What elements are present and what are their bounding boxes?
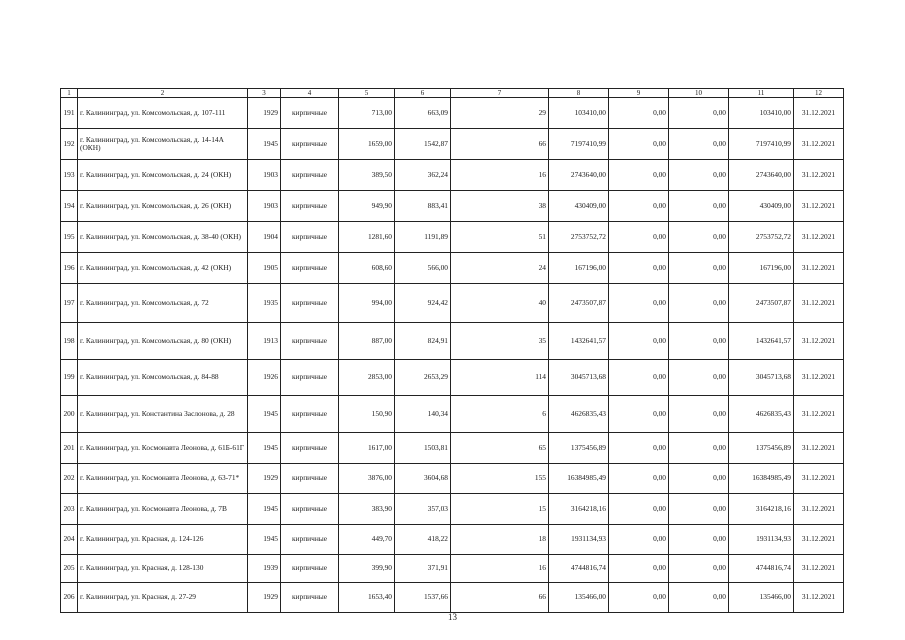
planned-cost-cell: 2743640,00 bbox=[549, 160, 609, 191]
row-number-cell: 197 bbox=[61, 284, 78, 323]
living-area-cell: 1537,66 bbox=[395, 583, 451, 613]
residents-count-cell: 66 bbox=[451, 129, 549, 160]
wall-material-cell: кирпичные bbox=[281, 323, 339, 360]
living-area-cell: 357,03 bbox=[395, 494, 451, 525]
col-11-value-cell: 167196,00 bbox=[729, 253, 794, 284]
row-number-cell: 206 bbox=[61, 583, 78, 613]
table-row bbox=[61, 555, 844, 583]
column-header-3: 3 bbox=[248, 89, 281, 98]
address-cell: г. Калининград, ул. Красная, д. 128-130 bbox=[78, 555, 248, 583]
total-area-cell: 3876,00 bbox=[339, 464, 395, 494]
residents-count-cell: 6 bbox=[451, 396, 549, 433]
col-9-value-cell: 0,00 bbox=[609, 555, 669, 583]
year-built-cell: 1945 bbox=[248, 396, 281, 433]
col-11-value-cell: 1432641,57 bbox=[729, 323, 794, 360]
address-cell: г. Калининград, ул. Комсомольская, д. 72 bbox=[78, 284, 248, 323]
address-cell: г. Калининград, ул. Комсомольская, д. 24 (ОКН) bbox=[78, 160, 248, 191]
wall-material-cell: кирпичные bbox=[281, 222, 339, 253]
col-9-value-cell: 0,00 bbox=[609, 160, 669, 191]
address-cell: г. Калининград, ул. Комсомольская, д. 38-40 (ОКН) bbox=[78, 222, 248, 253]
wall-material-cell: кирпичные bbox=[281, 284, 339, 323]
col-9-value-cell: 0,00 bbox=[609, 323, 669, 360]
col-11-value-cell: 7197410,99 bbox=[729, 129, 794, 160]
table-row bbox=[61, 494, 844, 525]
col-10-value-cell: 0,00 bbox=[669, 360, 729, 396]
planned-cost-cell: 4744816,74 bbox=[549, 555, 609, 583]
col-10-value-cell: 0,00 bbox=[669, 323, 729, 360]
total-area-cell: 713,00 bbox=[339, 98, 395, 129]
total-area-cell: 1281,60 bbox=[339, 222, 395, 253]
table-row bbox=[61, 253, 844, 284]
year-built-cell: 1945 bbox=[248, 129, 281, 160]
table-row bbox=[61, 160, 844, 191]
row-number-cell: 191 bbox=[61, 98, 78, 129]
deadline-date-cell: 31.12.2021 bbox=[794, 284, 844, 323]
col-11-value-cell: 135466,00 bbox=[729, 583, 794, 613]
residents-count-cell: 51 bbox=[451, 222, 549, 253]
planned-cost-cell: 430409,00 bbox=[549, 191, 609, 222]
row-number-cell: 195 bbox=[61, 222, 78, 253]
col-9-value-cell: 0,00 bbox=[609, 98, 669, 129]
deadline-date-cell: 31.12.2021 bbox=[794, 253, 844, 284]
column-header-2: 2 bbox=[78, 89, 248, 98]
wall-material-cell: кирпичные bbox=[281, 191, 339, 222]
year-built-cell: 1929 bbox=[248, 464, 281, 494]
planned-cost-cell: 2753752,72 bbox=[549, 222, 609, 253]
row-number-cell: 204 bbox=[61, 525, 78, 555]
row-number-cell: 199 bbox=[61, 360, 78, 396]
table-row bbox=[61, 433, 844, 464]
col-9-value-cell: 0,00 bbox=[609, 433, 669, 464]
residents-count-cell: 35 bbox=[451, 323, 549, 360]
residents-count-cell: 24 bbox=[451, 253, 549, 284]
column-header-10: 10 bbox=[669, 89, 729, 98]
wall-material-cell: кирпичные bbox=[281, 494, 339, 525]
table-row bbox=[61, 396, 844, 433]
col-10-value-cell: 0,00 bbox=[669, 464, 729, 494]
address-cell: г. Калининград, ул. Комсомольская, д. 84-88 bbox=[78, 360, 248, 396]
total-area-cell: 994,00 bbox=[339, 284, 395, 323]
col-9-value-cell: 0,00 bbox=[609, 360, 669, 396]
col-10-value-cell: 0,00 bbox=[669, 253, 729, 284]
wall-material-cell: кирпичные bbox=[281, 396, 339, 433]
living-area-cell: 3604,68 bbox=[395, 464, 451, 494]
col-10-value-cell: 0,00 bbox=[669, 191, 729, 222]
column-header-11: 11 bbox=[729, 89, 794, 98]
table-row bbox=[61, 360, 844, 396]
col-10-value-cell: 0,00 bbox=[669, 396, 729, 433]
col-9-value-cell: 0,00 bbox=[609, 253, 669, 284]
residents-count-cell: 16 bbox=[451, 160, 549, 191]
address-cell: г. Калининград, ул. Красная, д. 124-126 bbox=[78, 525, 248, 555]
deadline-date-cell: 31.12.2021 bbox=[794, 494, 844, 525]
wall-material-cell: кирпичные bbox=[281, 525, 339, 555]
year-built-cell: 1903 bbox=[248, 191, 281, 222]
wall-material-cell: кирпичные bbox=[281, 433, 339, 464]
row-number-cell: 194 bbox=[61, 191, 78, 222]
living-area-cell: 663,09 bbox=[395, 98, 451, 129]
page-number: 13 bbox=[448, 612, 457, 622]
total-area-cell: 608,60 bbox=[339, 253, 395, 284]
deadline-date-cell: 31.12.2021 bbox=[794, 464, 844, 494]
living-area-cell: 362,24 bbox=[395, 160, 451, 191]
living-area-cell: 1503,81 bbox=[395, 433, 451, 464]
planned-cost-cell: 1432641,57 bbox=[549, 323, 609, 360]
planned-cost-cell: 103410,00 bbox=[549, 98, 609, 129]
wall-material-cell: кирпичные bbox=[281, 129, 339, 160]
col-10-value-cell: 0,00 bbox=[669, 160, 729, 191]
col-9-value-cell: 0,00 bbox=[609, 494, 669, 525]
table-row bbox=[61, 464, 844, 494]
wall-material-cell: кирпичные bbox=[281, 464, 339, 494]
total-area-cell: 887,00 bbox=[339, 323, 395, 360]
deadline-date-cell: 31.12.2021 bbox=[794, 583, 844, 613]
col-11-value-cell: 430409,00 bbox=[729, 191, 794, 222]
wall-material-cell: кирпичные bbox=[281, 583, 339, 613]
col-10-value-cell: 0,00 bbox=[669, 555, 729, 583]
table-row bbox=[61, 222, 844, 253]
wall-material-cell: кирпичные bbox=[281, 555, 339, 583]
column-header-12: 12 bbox=[794, 89, 844, 98]
year-built-cell: 1903 bbox=[248, 160, 281, 191]
total-area-cell: 399,90 bbox=[339, 555, 395, 583]
column-header-1: 1 bbox=[61, 89, 78, 98]
deadline-date-cell: 31.12.2021 bbox=[794, 433, 844, 464]
table-body bbox=[61, 89, 844, 613]
deadline-date-cell: 31.12.2021 bbox=[794, 555, 844, 583]
deadline-date-cell: 31.12.2021 bbox=[794, 191, 844, 222]
year-built-cell: 1926 bbox=[248, 360, 281, 396]
year-built-cell: 1929 bbox=[248, 98, 281, 129]
residents-count-cell: 66 bbox=[451, 583, 549, 613]
row-number-cell: 203 bbox=[61, 494, 78, 525]
col-9-value-cell: 0,00 bbox=[609, 525, 669, 555]
deadline-date-cell: 31.12.2021 bbox=[794, 323, 844, 360]
planned-cost-cell: 167196,00 bbox=[549, 253, 609, 284]
planned-cost-cell: 135466,00 bbox=[549, 583, 609, 613]
wall-material-cell: кирпичные bbox=[281, 98, 339, 129]
planned-cost-cell: 4626835,43 bbox=[549, 396, 609, 433]
wall-material-cell: кирпичные bbox=[281, 253, 339, 284]
planned-cost-cell: 2473507,87 bbox=[549, 284, 609, 323]
residents-count-cell: 40 bbox=[451, 284, 549, 323]
table-row bbox=[61, 284, 844, 323]
total-area-cell: 1653,40 bbox=[339, 583, 395, 613]
row-number-cell: 193 bbox=[61, 160, 78, 191]
year-built-cell: 1904 bbox=[248, 222, 281, 253]
deadline-date-cell: 31.12.2021 bbox=[794, 525, 844, 555]
residents-count-cell: 114 bbox=[451, 360, 549, 396]
col-9-value-cell: 0,00 bbox=[609, 191, 669, 222]
col-11-value-cell: 1375456,89 bbox=[729, 433, 794, 464]
deadline-date-cell: 31.12.2021 bbox=[794, 98, 844, 129]
col-9-value-cell: 0,00 bbox=[609, 284, 669, 323]
deadline-date-cell: 31.12.2021 bbox=[794, 160, 844, 191]
residents-count-cell: 155 bbox=[451, 464, 549, 494]
col-11-value-cell: 103410,00 bbox=[729, 98, 794, 129]
total-area-cell: 383,90 bbox=[339, 494, 395, 525]
table-row bbox=[61, 129, 844, 160]
total-area-cell: 150,90 bbox=[339, 396, 395, 433]
total-area-cell: 1617,00 bbox=[339, 433, 395, 464]
column-header-9: 9 bbox=[609, 89, 669, 98]
col-11-value-cell: 2473507,87 bbox=[729, 284, 794, 323]
col-11-value-cell: 3164218,16 bbox=[729, 494, 794, 525]
total-area-cell: 2853,00 bbox=[339, 360, 395, 396]
col-10-value-cell: 0,00 bbox=[669, 494, 729, 525]
deadline-date-cell: 31.12.2021 bbox=[794, 129, 844, 160]
total-area-cell: 389,50 bbox=[339, 160, 395, 191]
table-row bbox=[61, 191, 844, 222]
col-9-value-cell: 0,00 bbox=[609, 129, 669, 160]
living-area-cell: 140,34 bbox=[395, 396, 451, 433]
col-10-value-cell: 0,00 bbox=[669, 98, 729, 129]
table-row bbox=[61, 583, 844, 613]
col-10-value-cell: 0,00 bbox=[669, 525, 729, 555]
row-number-cell: 192 bbox=[61, 129, 78, 160]
planned-cost-cell: 1931134,93 bbox=[549, 525, 609, 555]
col-11-value-cell: 3045713,68 bbox=[729, 360, 794, 396]
residents-count-cell: 29 bbox=[451, 98, 549, 129]
address-cell: г. Калининград, ул. Комсомольская, д. 42 (ОКН) bbox=[78, 253, 248, 284]
column-header-5: 5 bbox=[339, 89, 395, 98]
row-number-cell: 200 bbox=[61, 396, 78, 433]
year-built-cell: 1905 bbox=[248, 253, 281, 284]
row-number-cell: 198 bbox=[61, 323, 78, 360]
residents-count-cell: 38 bbox=[451, 191, 549, 222]
planned-cost-cell: 16384985,49 bbox=[549, 464, 609, 494]
column-header-6: 6 bbox=[395, 89, 451, 98]
row-number-cell: 202 bbox=[61, 464, 78, 494]
residents-count-cell: 18 bbox=[451, 525, 549, 555]
living-area-cell: 2653,29 bbox=[395, 360, 451, 396]
planned-cost-cell: 3045713,68 bbox=[549, 360, 609, 396]
year-built-cell: 1935 bbox=[248, 284, 281, 323]
col-9-value-cell: 0,00 bbox=[609, 222, 669, 253]
col-9-value-cell: 0,00 bbox=[609, 583, 669, 613]
wall-material-cell: кирпичные bbox=[281, 360, 339, 396]
year-built-cell: 1939 bbox=[248, 555, 281, 583]
deadline-date-cell: 31.12.2021 bbox=[794, 360, 844, 396]
col-10-value-cell: 0,00 bbox=[669, 222, 729, 253]
year-built-cell: 1945 bbox=[248, 494, 281, 525]
living-area-cell: 566,00 bbox=[395, 253, 451, 284]
residents-count-cell: 15 bbox=[451, 494, 549, 525]
wall-material-cell: кирпичные bbox=[281, 160, 339, 191]
row-number-cell: 205 bbox=[61, 555, 78, 583]
deadline-date-cell: 31.12.2021 bbox=[794, 222, 844, 253]
address-cell: г. Калининград, ул. Красная, д. 27-29 bbox=[78, 583, 248, 613]
address-cell: г. Калининград, ул. Комсомольская, д. 26 (ОКН) bbox=[78, 191, 248, 222]
data-table bbox=[60, 88, 844, 613]
col-9-value-cell: 0,00 bbox=[609, 464, 669, 494]
living-area-cell: 1191,89 bbox=[395, 222, 451, 253]
residents-count-cell: 65 bbox=[451, 433, 549, 464]
residents-count-cell: 16 bbox=[451, 555, 549, 583]
living-area-cell: 883,41 bbox=[395, 191, 451, 222]
address-cell: г. Калининград, ул. Комсомольская, д. 80 (ОКН) bbox=[78, 323, 248, 360]
col-10-value-cell: 0,00 bbox=[669, 129, 729, 160]
address-cell: г. Калининград, ул. Космонавта Леонова, д. 63-71* bbox=[78, 464, 248, 494]
planned-cost-cell: 3164218,16 bbox=[549, 494, 609, 525]
column-header-8: 8 bbox=[549, 89, 609, 98]
col-11-value-cell: 16384985,49 bbox=[729, 464, 794, 494]
living-area-cell: 418,22 bbox=[395, 525, 451, 555]
address-cell: г. Калининград, ул. Комсомольская, д. 14-14А (ОКН) bbox=[78, 129, 248, 160]
address-cell: г. Калининград, ул. Космонавта Леонова, д. 7В bbox=[78, 494, 248, 525]
address-cell: г. Калининград, ул. Константина Заслонова, д. 28 bbox=[78, 396, 248, 433]
col-10-value-cell: 0,00 bbox=[669, 433, 729, 464]
address-cell: г. Калининград, ул. Космонавта Леонова, д. 61Б-61Г bbox=[78, 433, 248, 464]
year-built-cell: 1945 bbox=[248, 433, 281, 464]
living-area-cell: 371,91 bbox=[395, 555, 451, 583]
living-area-cell: 824,91 bbox=[395, 323, 451, 360]
table-row bbox=[61, 323, 844, 360]
year-built-cell: 1929 bbox=[248, 583, 281, 613]
row-number-cell: 196 bbox=[61, 253, 78, 284]
total-area-cell: 1659,00 bbox=[339, 129, 395, 160]
col-11-value-cell: 1931134,93 bbox=[729, 525, 794, 555]
col-9-value-cell: 0,00 bbox=[609, 396, 669, 433]
total-area-cell: 949,90 bbox=[339, 191, 395, 222]
row-number-cell: 201 bbox=[61, 433, 78, 464]
deadline-date-cell: 31.12.2021 bbox=[794, 396, 844, 433]
col-11-value-cell: 4744816,74 bbox=[729, 555, 794, 583]
col-11-value-cell: 2743640,00 bbox=[729, 160, 794, 191]
column-header-4: 4 bbox=[281, 89, 339, 98]
col-10-value-cell: 0,00 bbox=[669, 284, 729, 323]
year-built-cell: 1945 bbox=[248, 525, 281, 555]
address-cell: г. Калининград, ул. Комсомольская, д. 107-111 bbox=[78, 98, 248, 129]
living-area-cell: 1542,87 bbox=[395, 129, 451, 160]
column-header-7: 7 bbox=[451, 89, 549, 98]
col-11-value-cell: 4626835,43 bbox=[729, 396, 794, 433]
header-row bbox=[61, 89, 844, 98]
col-11-value-cell: 2753752,72 bbox=[729, 222, 794, 253]
living-area-cell: 924,42 bbox=[395, 284, 451, 323]
table-row bbox=[61, 98, 844, 129]
year-built-cell: 1913 bbox=[248, 323, 281, 360]
planned-cost-cell: 7197410,99 bbox=[549, 129, 609, 160]
col-10-value-cell: 0,00 bbox=[669, 583, 729, 613]
planned-cost-cell: 1375456,89 bbox=[549, 433, 609, 464]
total-area-cell: 449,70 bbox=[339, 525, 395, 555]
table-row bbox=[61, 525, 844, 555]
